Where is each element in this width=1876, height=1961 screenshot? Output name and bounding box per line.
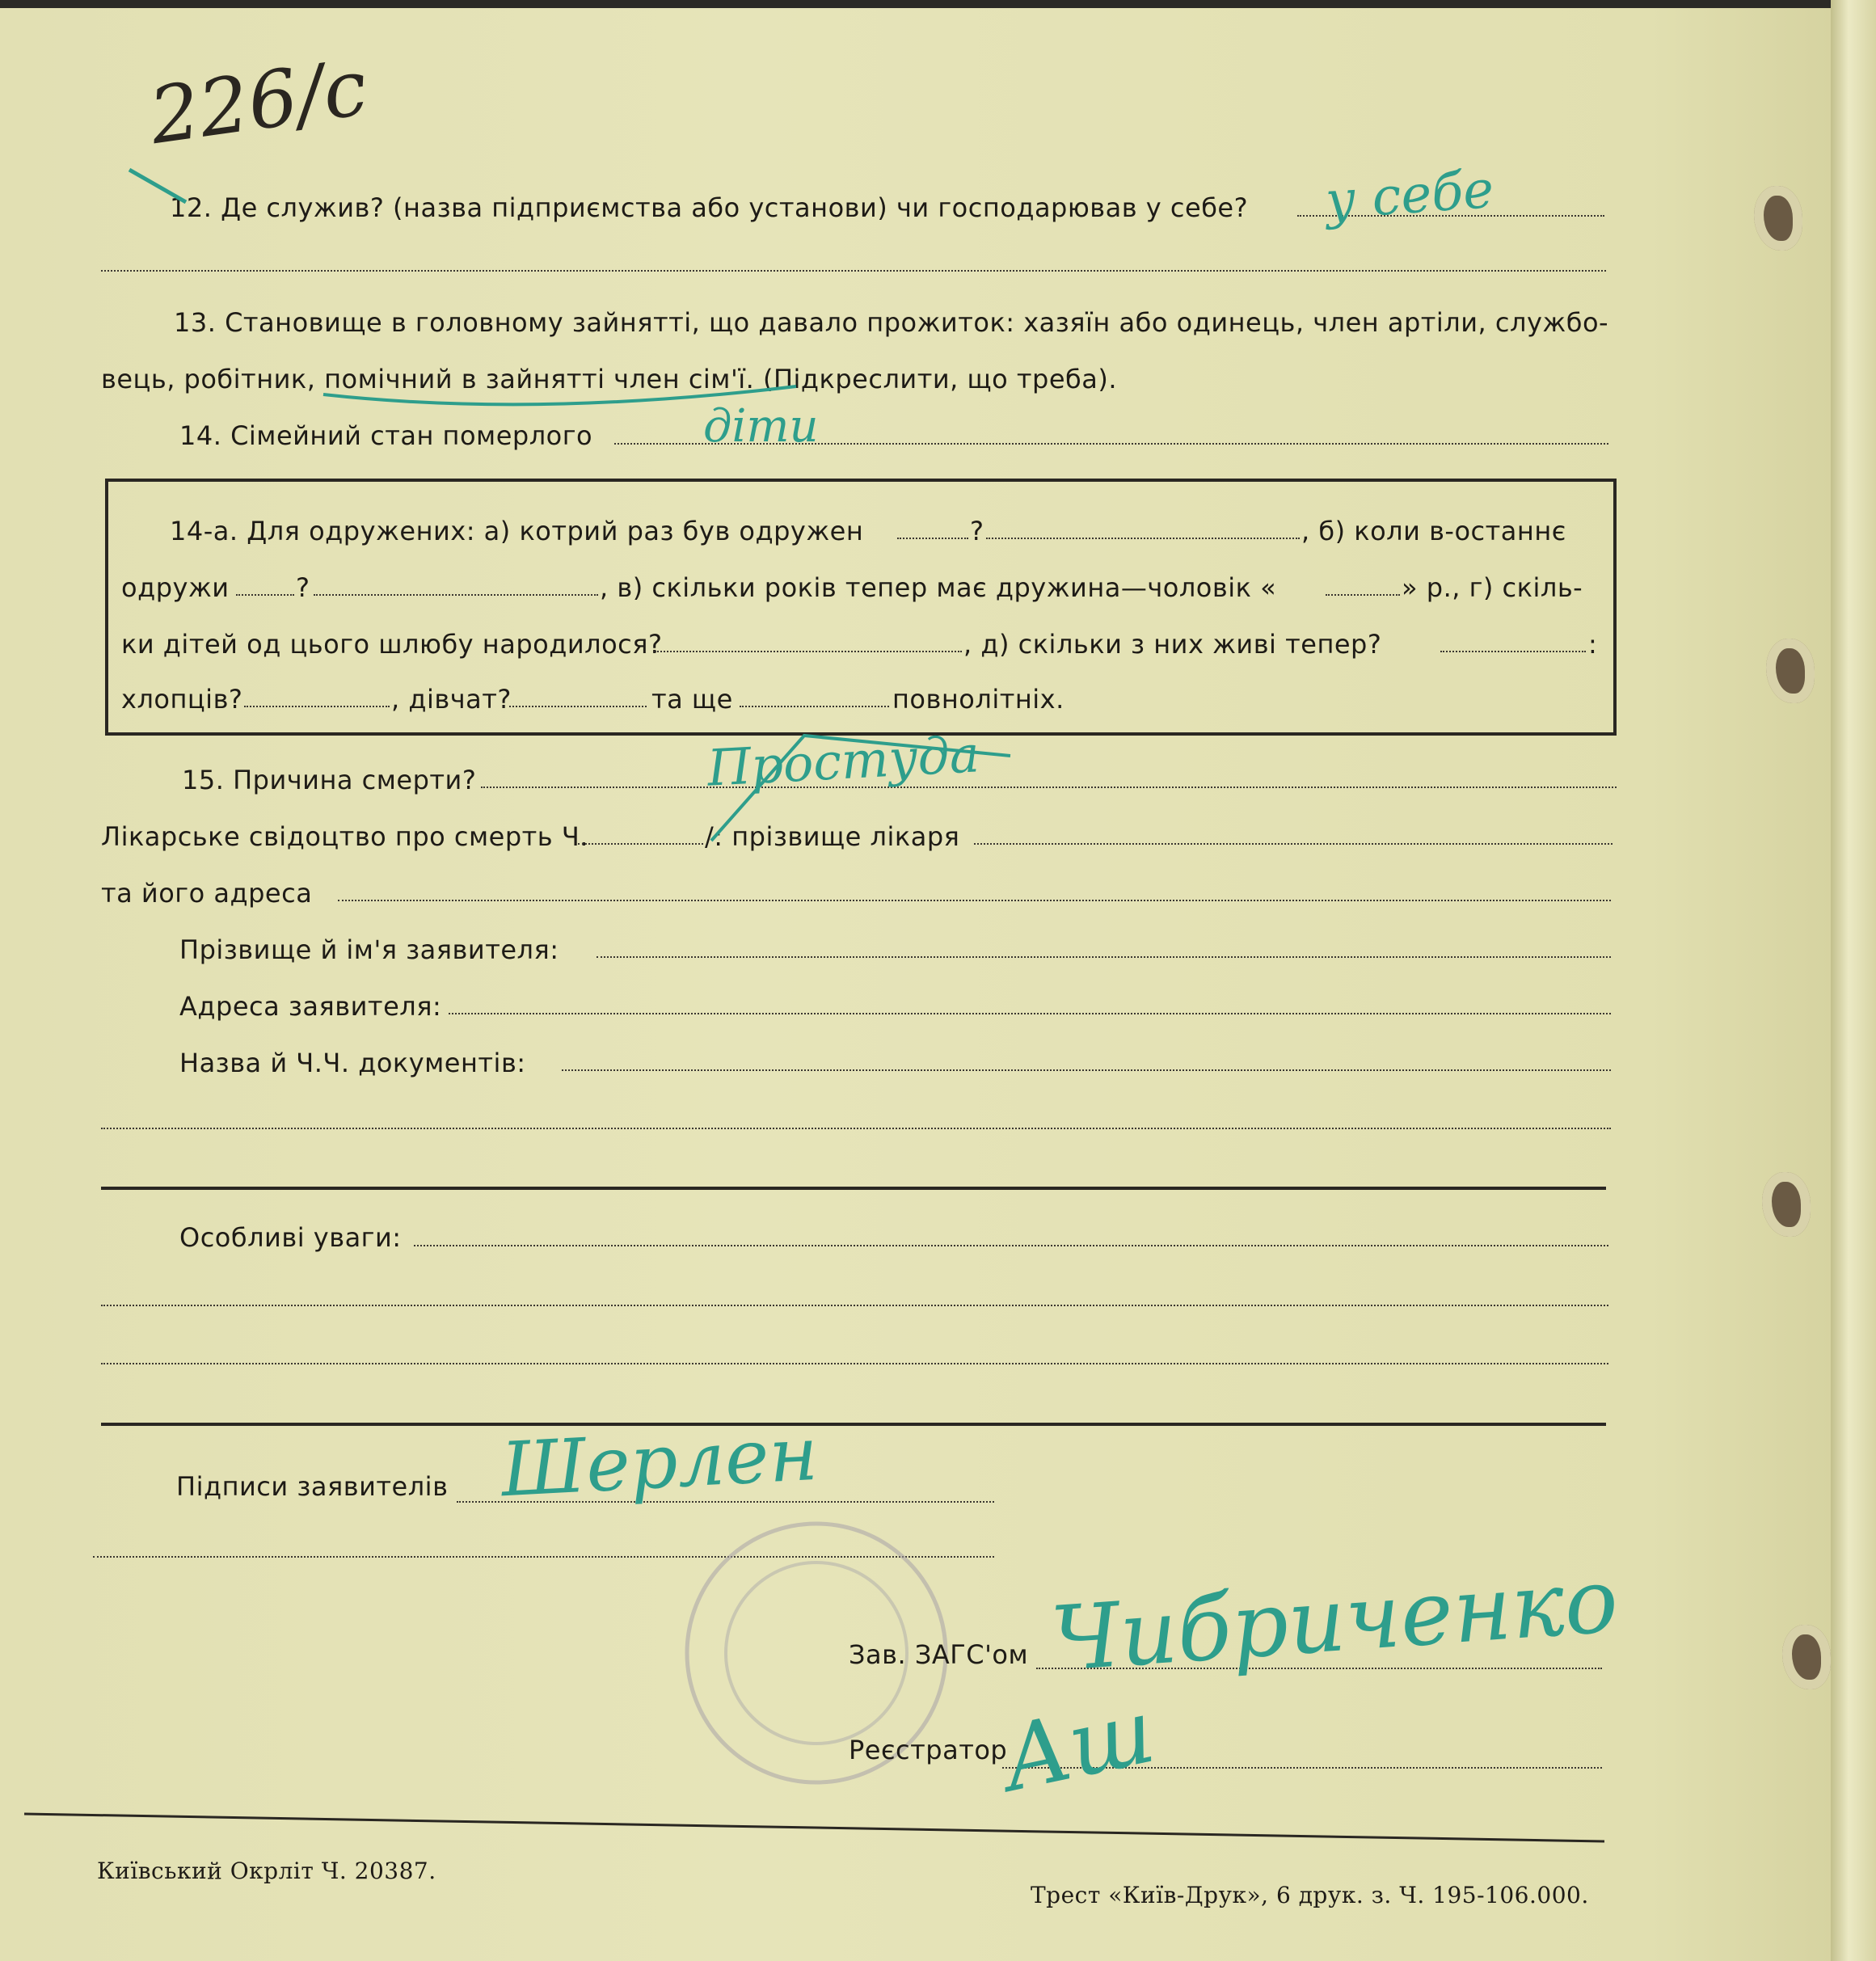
q14a-line4-b: , дівчат? — [391, 684, 512, 715]
applicant-signature-label: Підписи заявителів — [176, 1471, 449, 1502]
q14a-line3-b: , д) скільки з них живі тепер? — [963, 629, 1382, 660]
registrar-label: Реєстратор — [849, 1735, 1008, 1765]
documents-label: Назва й Ч.Ч. документів: — [179, 1048, 526, 1078]
head-zags-label: Зав. ЗАГС'ом — [849, 1639, 1029, 1670]
q14a-line4-a: хлопців? — [121, 684, 243, 715]
head-zags-signature: Чибриченко — [1048, 1548, 1621, 1692]
footer-publisher-left: Київський Окрліт Ч. 20387. — [97, 1858, 436, 1884]
applicant-address-label: Адреса заявителя: — [179, 991, 442, 1022]
q13-instruction: (Підкреслити, що треба). — [762, 364, 1118, 394]
certificate-label: Лікарське свідоцтво про смерть Ч. — [101, 821, 588, 852]
q15-answer: Простуда — [706, 724, 981, 798]
q14a-line1-b: ? — [970, 516, 984, 546]
q14a-line2-b: ? — [296, 572, 310, 603]
q14a-line2-c: , в) скільки років тепер має дружина—чоловік « — [600, 572, 1277, 603]
q14a-line4-d: повнолітніх. — [892, 684, 1064, 715]
q13-underlined-option: помічний в зайнятті член сім'ї. — [324, 364, 755, 394]
q14a-line4-c: та ще — [651, 684, 733, 715]
q13-line1: 13. Становище в головному зайнятті, що давало прожиток: хазяїн або одинець, член артіли, службо- — [174, 307, 1609, 338]
q12-label: 12. Де служив? (назва підприємства або установи) чи господарював у себе? — [170, 192, 1249, 223]
q14a-line1-c: , б) коли в-останнє — [1301, 516, 1566, 546]
file-number: 226/с — [144, 41, 373, 162]
applicant-name-label: Прізвище й ім'я заявителя: — [179, 934, 559, 965]
doctor-name-label: /: прізвище лікаря — [705, 821, 960, 852]
q14a-line2-a: одружи — [121, 572, 230, 603]
doctor-address-label: та його адреса — [101, 878, 313, 909]
q14a-line2-d: » р., г) скіль- — [1402, 572, 1583, 603]
q14a-line3-c: : — [1588, 629, 1598, 660]
q15-label: 15. Причина смерти? — [182, 765, 477, 795]
q14a-line1-a: 14-а. Для одружених: а) котрий раз був одружен — [170, 516, 864, 546]
q14-label: 14. Сімейний стан померлого — [179, 420, 593, 451]
q14a-line3-a: ки дітей од цього шлюбу народилося? — [121, 629, 663, 660]
q13-options-start: вець, робітник, — [101, 364, 316, 394]
q12-answer: у себе — [1323, 159, 1496, 232]
applicant-signature: Шерлен — [499, 1410, 820, 1514]
footer-publisher-right: Трест «Київ-Друк», 6 друк. з. Ч. 195-106.000. — [1031, 1882, 1589, 1908]
remarks-label: Особливі уваги: — [179, 1222, 402, 1253]
registrar-signature: Аш — [993, 1678, 1163, 1812]
q14-answer: діти — [703, 400, 819, 453]
